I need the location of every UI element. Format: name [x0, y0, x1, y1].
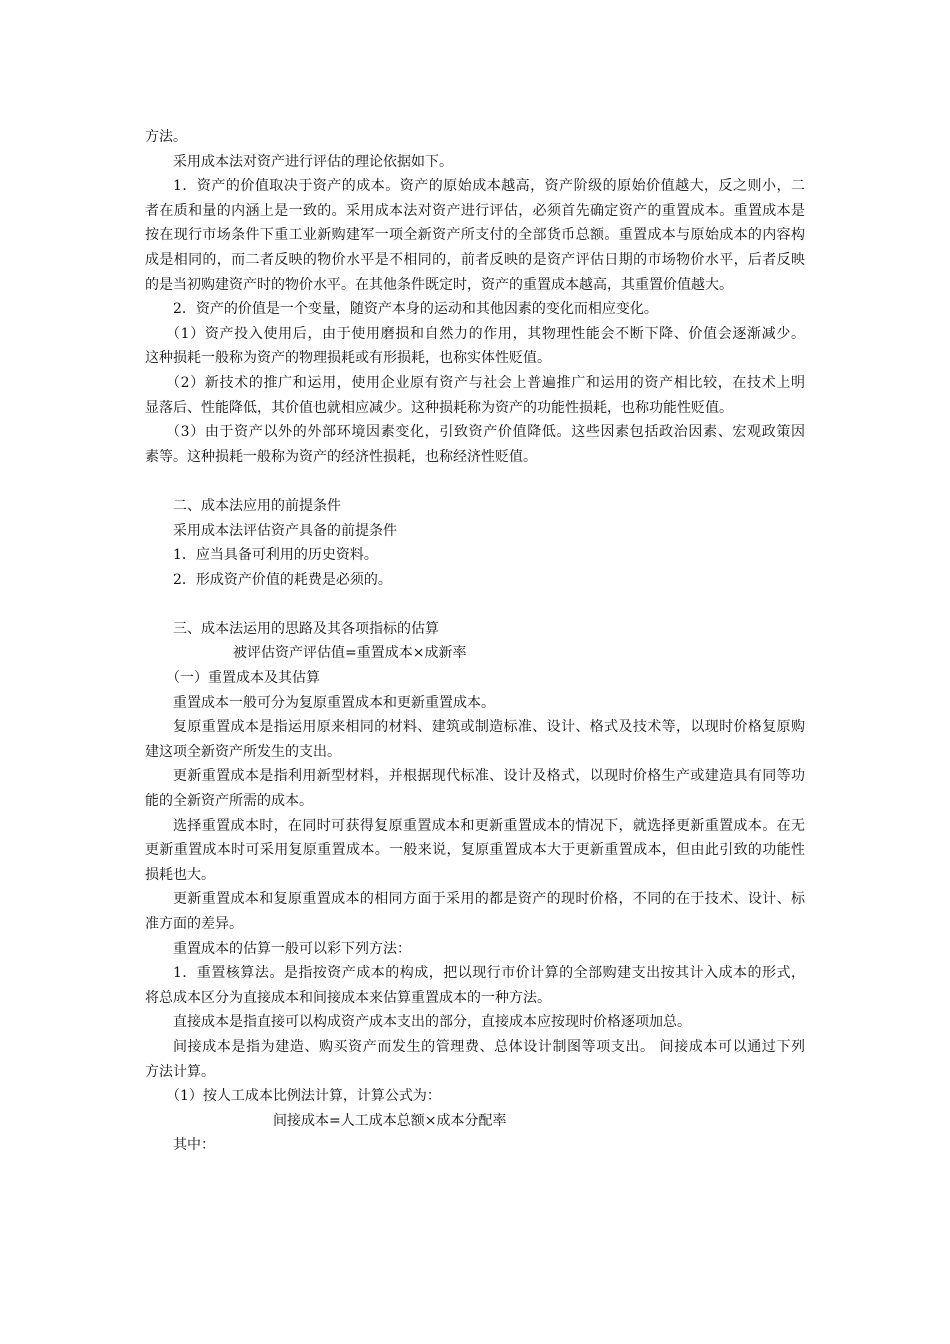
paragraph-line: 能的全新资产所需的成本。 — [145, 793, 313, 810]
paragraph-line: 按在现行市场条件下重工业新购建军一项全新资产所支付的全部货币总额。重置成本与原始成本的内容构 — [145, 227, 805, 244]
list-item: （1）按人工成本比例法计算，计算公式为： — [166, 1088, 441, 1105]
subsection-heading: （一）重置成本及其估算 — [166, 670, 320, 687]
section-heading: 二、成本法应用的前提条件 — [173, 497, 341, 514]
paragraph-line: 准方面的差异。 — [145, 916, 243, 932]
paragraph-line: 1．重置核算法。是指按资产成本的构成，把以现行市价计算的全部购建支出按其计入成本的形式， — [173, 965, 805, 982]
paragraph-line: 间接成本是指为建造、购买资产而发生的管理费、总体设计制图等项支出。 间接成本可以通过下列 — [173, 1038, 805, 1055]
paragraph-line: 2．资产的价值是一个变量，随资产本身的运动和其他因素的变化而相应变化。 — [173, 301, 658, 318]
blank-line — [145, 592, 805, 617]
paragraph-line: （3）由于资产以外的外部环境因素变化，引致资产价值降低。这些因素包括政治因素、宏观政策因 — [166, 424, 805, 441]
paragraph-line: 选择重置成本时，在同时可获得复原重置成本和更新重置成本的情况下，就选择更新重置成本。在无 — [173, 817, 805, 834]
paragraph-line: 采用成本法评估资产具备的前提条件 — [173, 522, 397, 539]
section-heading: 三、成本法运用的思路及其各项指标的估算 — [173, 620, 439, 637]
paragraph-line: 素等。这种损耗一般称为资产的经济性损耗，也称经济性贬值。 — [145, 448, 537, 465]
paragraph-line: 重置成本一般可分为复原重置成本和更新重置成本。 — [173, 694, 495, 711]
list-item: 2．形成资产价值的耗费是必须的。 — [173, 571, 392, 588]
paragraph-line: （2）新技术的推广和运用，使用企业原有资产与社会上普遍推广和运用的资产相比较，在技术上明 — [166, 374, 805, 391]
blank-line — [145, 469, 805, 494]
paragraph-line: 重置成本的估算一般可以彩下列方法： — [173, 940, 411, 957]
paragraph-line: 损耗也大。 — [145, 866, 215, 883]
paragraph-line: 更新重置成本时可采用复原重置成本。一般来说，复原重置成本大于更新重置成本，但由此引致的功能性 — [145, 842, 805, 859]
paragraph-line: 更新重置成本和复原重置成本的相同方面于采用的都是资产的现时价格，不同的在于技术、设计、标 — [173, 891, 805, 908]
paragraph-line: 方法计算。 — [145, 1063, 215, 1080]
formula-line: 被评估资产评估值=重置成本×成新率 — [233, 645, 467, 662]
paragraph-line: 建这项全新资产所发生的支出。 — [145, 743, 341, 760]
document-body — [145, 125, 805, 1158]
paragraph-line: 更新重置成本是指利用新型材料，并根据现代标准、设计及格式，以现时价格生产或建造具有同等功 — [173, 768, 805, 785]
paragraph-line: 方法。 — [145, 129, 187, 145]
paragraph-line: （1）资产投入使用后，由于使用磨损和自然力的作用，其物理性能会不断下降、价值会逐渐减少。 — [166, 325, 805, 342]
paragraph-line: 1．资产的价值取决于资产的成本。资产的原始成本越高，资产阶级的原始价值越大，反之则小，二 — [173, 178, 805, 195]
paragraph-line: 将总成本区分为直接成本和间接成本来估算重置成本的一种方法。 — [145, 989, 551, 1006]
paragraph-line: 成是相同的，而二者反映的物价水平是不相同的，前者反映的是资产评估日期的市场物价水平，后者反映 — [145, 251, 805, 268]
list-item: 1．应当具备可利用的历史资料。 — [173, 547, 378, 564]
paragraph-line: 复原重置成本是指运用原来相同的材料、建筑或制造标准、设计、格式及技术等，以现时价格复原购 — [173, 719, 805, 736]
paragraph-line: 这种损耗一般称为资产的物理损耗或有形损耗，也称实体性贬值。 — [145, 350, 551, 367]
paragraph-line: 采用成本法对资产进行评估的理论依据如下。 — [173, 153, 453, 170]
paragraph-line: 显落后、性能降低，其价值也就相应减少。这种损耗称为资产的功能性损耗，也称功能性贬值。 — [145, 399, 733, 416]
paragraph-line: 直接成本是指直接可以构成资产成本支出的部分，直接成本应按现时价格逐项加总。 — [173, 1014, 691, 1031]
formula-line: 间接成本=人工成本总额×成本分配率 — [273, 1112, 507, 1129]
paragraph-line: 的是当初购建资产时的物价水平。在其他条件既定时，资产的重置成本越高，其重置价值越大。 — [145, 276, 733, 293]
paragraph-line: 其中： — [173, 1137, 215, 1154]
paragraph-line: 者在质和量的内涵上是一致的。采用成本法对资产进行评估，必须首先确定资产的重置成本。重置成本是 — [145, 202, 805, 219]
